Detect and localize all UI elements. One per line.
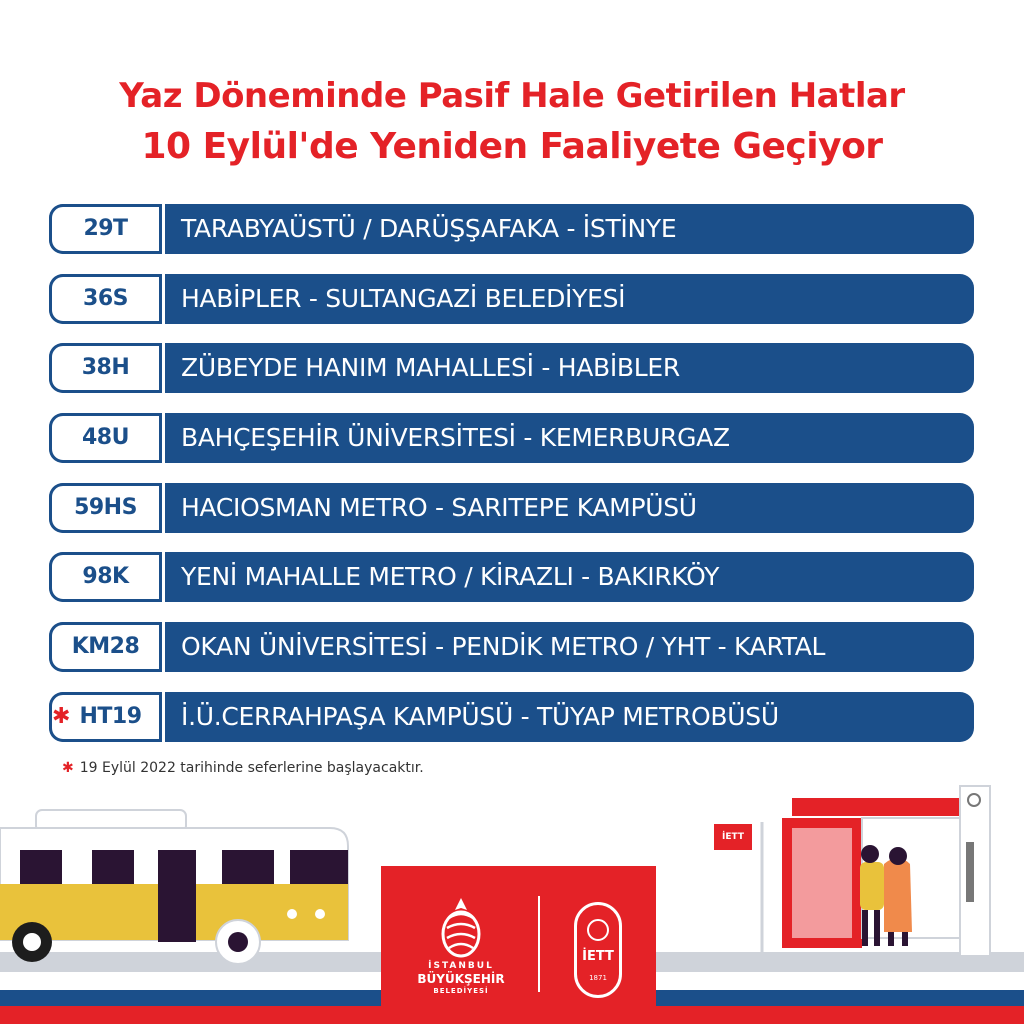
route-name: İ.Ü.CERRAHPAŞA KAMPÜSÜ - TÜYAP METROBÜSÜ (181, 701, 779, 731)
route-name: TARABYAÜSTÜ / DARÜŞŞAFAKA - İSTİNYE (181, 214, 677, 243)
iett-stop-sign (714, 824, 752, 850)
route-row-48u (49, 413, 974, 463)
iett-seal-text: İETT (582, 949, 614, 964)
route-divider (162, 413, 165, 463)
title-line-2: 10 Eylül'de Yeniden Faaliyete Geçiyor (141, 126, 883, 167)
route-name: BAHÇEŞEHİR ÜNİVERSİTESİ - KEMERBURGAZ (181, 423, 730, 453)
route-code: HT19 (79, 703, 142, 729)
route-divider (162, 692, 165, 742)
route-row-29t (49, 204, 974, 254)
ibb-logo-line1: İSTANBUL (428, 961, 494, 971)
route-code: 36S (83, 285, 128, 311)
route-row-ht19 (49, 692, 974, 742)
ibb-logo-line2: BÜYÜKŞEHİR (417, 972, 505, 986)
route-code: KM28 (71, 634, 140, 660)
route-name: HABİPLER - SULTANGAZİ BELEDİYESİ (181, 283, 626, 313)
iett-sign-text: İETT (722, 832, 744, 842)
iett-seal-logo (574, 902, 622, 998)
route-name: OKAN ÜNİVERSİTESİ - PENDİK METRO / YHT - KARTAL (181, 632, 826, 662)
footnote-text: 19 Eylül 2022 tarihinde seferlerine başlayacaktır. (79, 760, 424, 776)
asterisk-icon: ✱ (62, 760, 74, 776)
route-row-36s (49, 274, 974, 324)
route-code: 48U (82, 425, 129, 451)
logo-panel (381, 866, 656, 1024)
title-line-1: Yaz Döneminde Pasif Hale Getirilen Hatlar (119, 76, 905, 116)
route-row-km28 (49, 622, 974, 672)
route-divider (162, 622, 165, 672)
bus-illustration (0, 806, 352, 966)
route-divider (162, 274, 165, 324)
route-code: 59HS (74, 494, 137, 520)
route-code: 38H (81, 355, 130, 381)
route-divider (162, 204, 165, 254)
route-divider (162, 552, 165, 602)
logo-separator (538, 896, 540, 992)
route-code: 98K (82, 564, 129, 590)
route-row-98k (49, 552, 974, 602)
route-list (49, 204, 974, 762)
iett-seal-crest-icon (587, 919, 609, 941)
route-name: YENİ MAHALLE METRO / KİRAZLI - BAKIRKÖY (181, 562, 720, 592)
route-name: ZÜBEYDE HANIM MAHALLESİ - HABİBLER (181, 353, 680, 383)
route-code: 29T (83, 216, 128, 241)
route-name: HACIOSMAN METRO - SARITEPE KAMPÜSÜ (181, 492, 697, 522)
route-divider (162, 343, 165, 393)
asterisk-icon: ✱ (52, 703, 71, 729)
route-row-38h (49, 343, 974, 393)
iett-seal-year: 1871 (589, 974, 607, 982)
footnote (62, 760, 424, 776)
route-row-59hs (49, 483, 974, 533)
ibb-logo-line3: BELEDİYESİ (433, 987, 489, 995)
ibb-tulip-logo-icon (439, 896, 483, 958)
route-divider (162, 483, 165, 533)
bus-stop-illustration (712, 782, 1012, 960)
